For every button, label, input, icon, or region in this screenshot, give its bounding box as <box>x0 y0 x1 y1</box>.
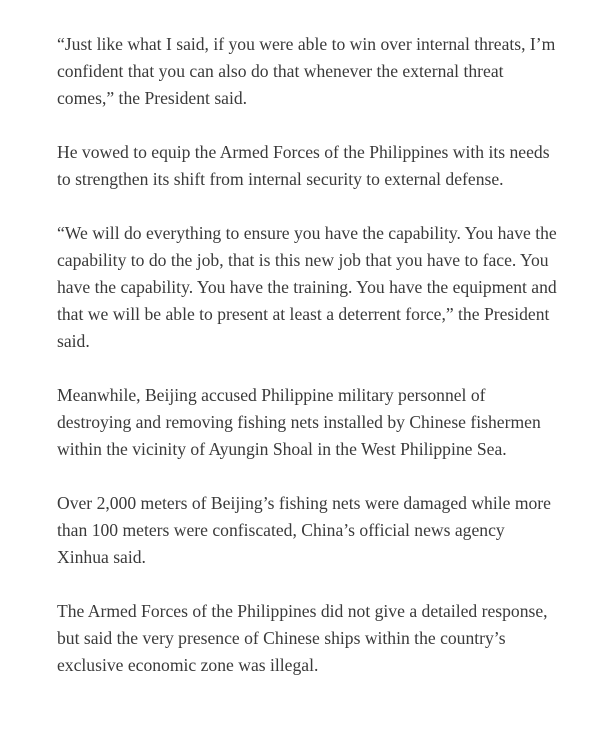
paragraph-equip-afp: He vowed to equip the Armed Forces of the Philippines with its needs to strengthen its shift from internal security to external defense. <box>57 142 550 189</box>
paragraph-afp-response: The Armed Forces of the Philippines did not give a detailed response, but said the very presence of Chinese ships within the country’s exclusive economic zone was illegal. <box>57 601 548 675</box>
paragraph-fishing-nets-damage: Over 2,000 meters of Beijing’s fishing nets were damaged while more than 100 meters were confiscated, China’s official news agency Xinhua said. <box>57 493 551 567</box>
paragraph-beijing-accusation: Meanwhile, Beijing accused Philippine military personnel of destroying and removing fishing nets installed by Chinese fishermen within the vicinity of Ayungin Shoal in the West Philippine Sea. <box>57 385 541 459</box>
paragraph-president-quote-threats: “Just like what I said, if you were able to win over internal threats, I’m confident that you can also do that whenever the external threat comes,” the President said. <box>57 34 556 108</box>
paragraph-president-quote-capability: “We will do everything to ensure you have the capability. You have the capability to do the job, that is this new job that you have to face. You have the capability. You have the training. You have the equipment and that we will be able to present at least a deterrent force,” the President said. <box>57 223 557 351</box>
